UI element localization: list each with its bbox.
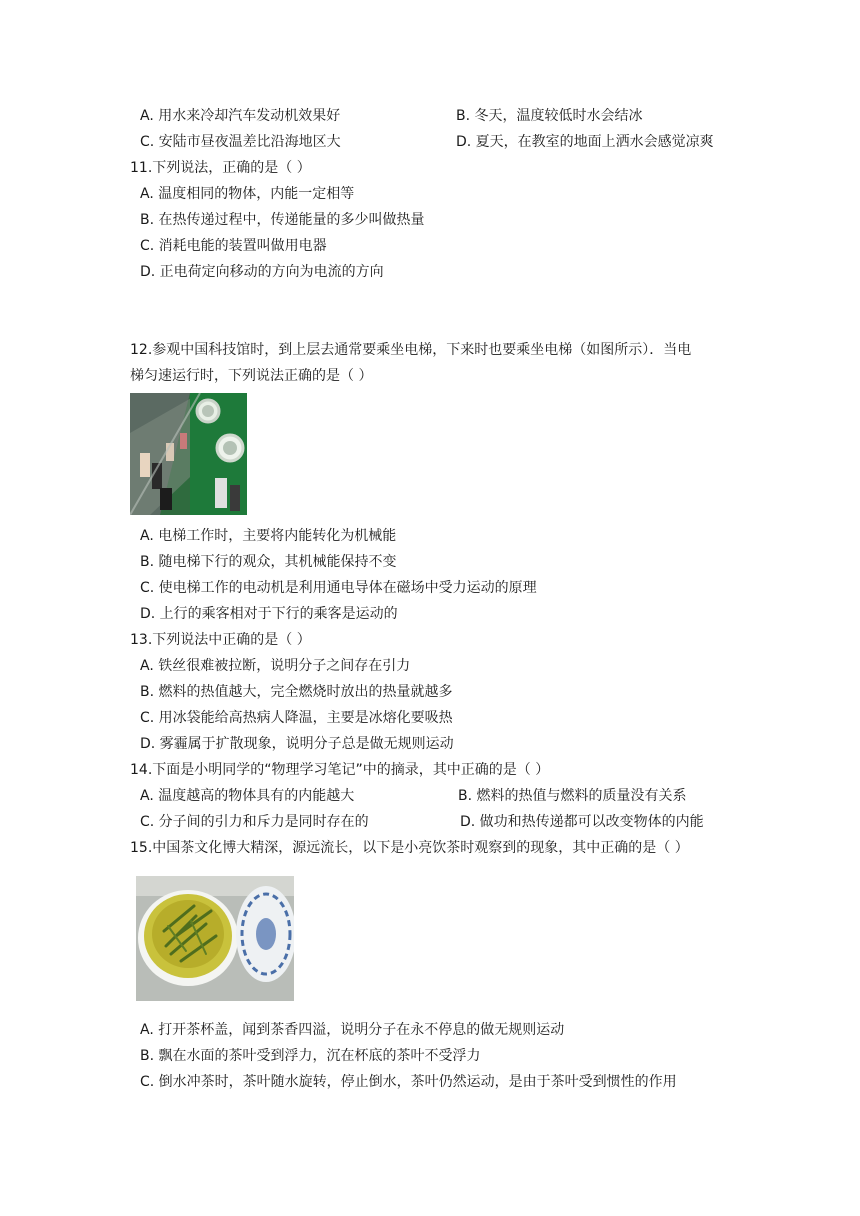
q14-stem: 14.下面是小明同学的“物理学习笔记”中的摘录，其中正确的是（ ） <box>130 762 550 778</box>
q11-stem: 11.下列说法，正确的是（ ） <box>130 160 311 176</box>
escalator-photo <box>130 393 247 515</box>
q11-option-a: A. 温度相同的物体，内能一定相等 <box>140 186 355 202</box>
q11-option-d: D. 正电荷定向移动的方向为电流的方向 <box>140 264 384 280</box>
tea-cup-image <box>136 876 294 1001</box>
q14-option-b: B. 燃料的热值与燃料的质量没有关系 <box>458 788 687 804</box>
q10-option-d: D. 夏天，在教室的地面上洒水会感觉凉爽 <box>456 134 714 150</box>
q14-option-c: C. 分子间的引力和斥力是同时存在的 <box>140 814 369 830</box>
q10-option-c: C. 安陆市昼夜温差比沿海地区大 <box>140 134 341 150</box>
escalator-image <box>130 393 247 515</box>
tea-photo <box>136 876 294 1001</box>
q13-stem: 13.下列说法中正确的是（ ） <box>130 632 311 648</box>
q15-stem: 15.中国茶文化博大精深，源远流长，以下是小亮饮茶时观察到的现象，其中正确的是（ ） <box>130 840 689 856</box>
q13-option-d: D. 雾霾属于扩散现象，说明分子总是做无规则运动 <box>140 736 454 752</box>
q10-option-a: A. 用水来冷却汽车发动机效果好 <box>140 108 341 124</box>
q12-stem-line1: 12.参观中国科技馆时，到上层去通常要乘坐电梯，下来时也要乘坐电梯（如图所示）．当电 <box>130 342 692 358</box>
q12-option-c: C. 使电梯工作的电动机是利用通电导体在磁场中受力运动的原理 <box>140 580 537 596</box>
q13-option-b: B. 燃料的热值越大，完全燃烧时放出的热量就越多 <box>140 684 453 700</box>
q12-option-a: A. 电梯工作时，主要将内能转化为机械能 <box>140 528 397 544</box>
q15-option-b: B. 飘在水面的茶叶受到浮力，沉在杯底的茶叶不受浮力 <box>140 1048 481 1064</box>
q12-stem-line2: 梯匀速运行时，下列说法正确的是（ ） <box>130 368 373 384</box>
q13-option-c: C. 用冰袋能给高热病人降温，主要是冰熔化要吸热 <box>140 710 453 726</box>
q12-option-b: B. 随电梯下行的观众，其机械能保持不变 <box>140 554 397 570</box>
q15-option-c: C. 倒水冲茶时，茶叶随水旋转，停止倒水，茶叶仍然运动，是由于茶叶受到惯性的作用 <box>140 1074 677 1090</box>
q12-option-d: D. 上行的乘客相对于下行的乘客是运动的 <box>140 606 398 622</box>
q13-option-a: A. 铁丝很难被拉断，说明分子之间存在引力 <box>140 658 411 674</box>
q10-option-b: B. 冬天，温度较低时水会结冰 <box>456 108 643 124</box>
q11-option-c: C. 消耗电能的装置叫做用电器 <box>140 238 327 254</box>
q15-option-a: A. 打开茶杯盖，闻到茶香四溢，说明分子在永不停息的做无规则运动 <box>140 1022 565 1038</box>
q14-option-d: D. 做功和热传递都可以改变物体的内能 <box>460 814 704 830</box>
q11-option-b: B. 在热传递过程中，传递能量的多少叫做热量 <box>140 212 425 228</box>
q14-option-a: A. 温度越高的物体具有的内能越大 <box>140 788 355 804</box>
